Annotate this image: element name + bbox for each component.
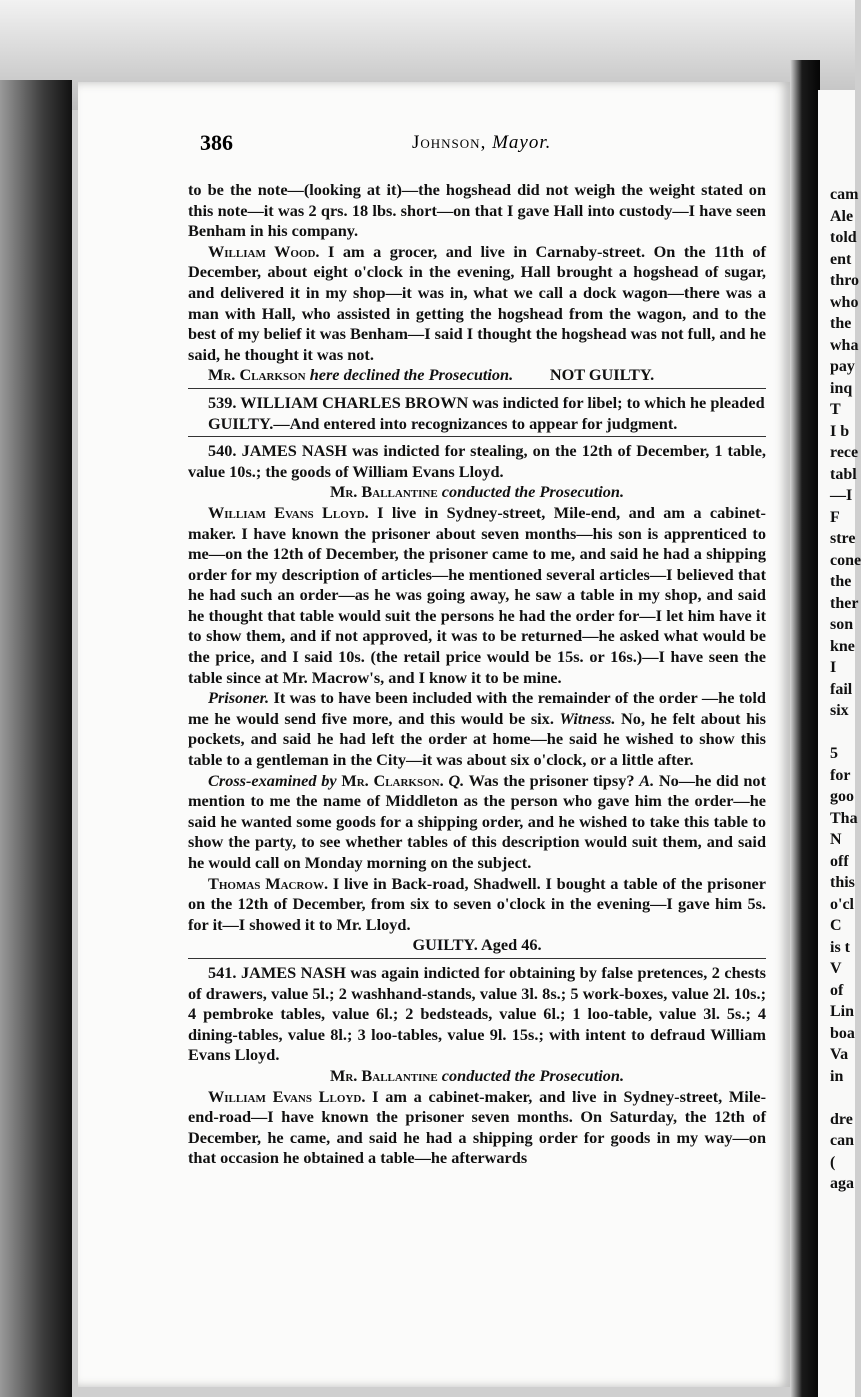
testimony-lloyd-2 <box>188 1087 766 1169</box>
witness-label: Witness. <box>559 708 616 728</box>
speaker-name: Thomas Macrow. <box>208 873 329 893</box>
question-marker: Q. <box>448 770 465 790</box>
title-office: Mayor. <box>492 132 552 153</box>
case-540-counsel <box>188 482 766 503</box>
facing-page-fragment: of <box>830 981 844 999</box>
testimony-text: It was to have been included with the remainder of the order —he told me he would send five more, and this would be six. <box>188 688 766 728</box>
declined-text: here declined the Prosecution. <box>309 365 514 385</box>
facing-page-fragment: wha <box>830 336 859 354</box>
section-divider <box>188 388 766 389</box>
case-539-plea: GUILTY.—And entered into recognizances to appear for judgment. <box>208 413 678 433</box>
counsel-name: Mr. Clarkson. <box>341 770 444 790</box>
facing-page-fragment: inq <box>830 379 853 397</box>
facing-page-fragment: stre <box>830 530 856 547</box>
facing-page-fragment: who <box>830 293 859 311</box>
case-539-heading: 539. WILLIAM CHARLES BROWN was indicted for libel; to which he pleaded <box>208 392 765 412</box>
question-text: Was the prisoner tipsy? <box>468 770 635 790</box>
speaker-name: William Evans Lloyd. <box>208 502 369 522</box>
facing-page-fragment: the <box>830 315 852 332</box>
case-541-text: 541. JAMES NASH was again indicted for obtaining by false pretences, 2 chests of drawers, value 5l.; 2 washhand-stands, value 3l. 8s.; 5 work-boxes, value 2l. 10s.; 4 pembroke tables, value 6l.; 2 bedsteads, value 6l.; 1 loo-table, value 3l. 5s.; 4 dining-tables, value 8l.; 3 loo-tables, value 9l. 15s.; with intent to defraud William Evans Lloyd. <box>188 962 766 1065</box>
facing-page-fragment: goo <box>830 788 854 805</box>
testimony-lloyd <box>188 503 766 688</box>
facing-page-fragment: thro <box>830 272 860 289</box>
facing-page-fragment: F <box>830 508 840 526</box>
title-name: Johnson, <box>412 132 487 153</box>
facing-page-fragment: aga <box>830 1175 854 1192</box>
facing-page-fragment: T <box>830 401 841 418</box>
facing-page-fragment: —I <box>830 487 853 504</box>
running-head <box>200 130 760 164</box>
verdict: NOT GUILTY. <box>549 365 655 385</box>
facing-page-fragment: off <box>830 852 849 870</box>
testimony-text: I live in Sydney-street, Mile-end, and am a cabinet-maker. I have known the prisoner about seven months—his son is apprenticed to me—on the 12th of December, the prisoner came to me, and said he had a shipping order for my description of articles—he mentioned several articles—I believed that he had such an order—as he was going away, he saw a table in my shop, and said he thought that table would suit the persons he had the order for—I let him have it to show them, and if not approved, it was to be returned—he asked what would be the price, and I said 10s. (the retail price would be 15s. or 16s.)—I have seen the table since at Mr. Macrow's, and I know it to be mine. <box>188 502 766 687</box>
answer-marker: A. <box>639 770 655 790</box>
facing-page-fragment: ent <box>830 250 852 268</box>
testimony-text: I am a cabinet-maker, and live in Sydney-street, Mile-end-road—I have known the prisoner seven months. On Saturday, the 12th of December, he came, and said he had a shipping order for goods in my way—on that occasion he obtained a table—he afterwards <box>188 1086 766 1168</box>
facing-page-fragment: 5 <box>830 745 838 762</box>
speaker-name: William Evans Lloyd. <box>208 1086 366 1106</box>
facing-page-fragment: dre <box>830 1110 853 1128</box>
book-binding-left <box>0 80 72 1397</box>
counsel-name: Mr. Ballantine <box>329 1065 438 1085</box>
facing-page-fragment: I b <box>830 422 850 440</box>
page-body <box>188 180 766 1169</box>
facing-page-fragment: this <box>830 874 855 891</box>
facing-page-fragment: fail <box>830 680 853 698</box>
case-541-counsel <box>188 1066 766 1087</box>
facing-page-fragment: V <box>830 960 842 977</box>
section-divider <box>188 436 766 437</box>
facing-page-fragment: cone <box>830 551 861 569</box>
case-541-heading <box>188 963 766 1066</box>
prosecution-declined <box>188 365 766 386</box>
speaker-name: Prisoner. <box>208 688 270 708</box>
paragraph-note: to be the note—(looking at it)—the hogshead did not weigh the weight stated on this note—it was 2 qrs. 18 lbs. short—on that I gave Hall into custody—I have seen Benham in his company. <box>188 180 766 241</box>
facing-page-fragment: I <box>830 659 837 676</box>
testimony-text: I am a grocer, and live in Carnaby-street. On the 11th of December, about eight o'clock in the evening, Hall brought a hogshead of sugar, and delivered it in my shop—it was in, what we call a dock wagon—there was a man with Hall, who assisted in getting the hogshead from the wagon, and to the best of my belief it was Benham—I said I thought the hogshead was not full, and he said, he thought it was not. <box>188 241 766 364</box>
facing-page-fragment: in <box>830 1067 844 1085</box>
facing-page-fragment: rece <box>830 444 859 461</box>
testimony-text: No, he felt about his pockets, and said he had left the order at home—he said he wished to show this table to a gentleman in the City—it was about six o'clock, or a little after. <box>188 708 766 770</box>
facing-page-fragment: the <box>830 573 852 590</box>
facing-page-fragment: tabl <box>830 465 857 483</box>
section-divider <box>188 958 766 959</box>
facing-page-fragment: son <box>830 616 854 633</box>
facing-page-edge <box>818 90 861 1397</box>
case-540-heading: 540. JAMES NASH was indicted for stealing, on the 12th of December, 1 table, value 10s.; the goods of William Evans Lloyd. <box>188 441 766 481</box>
page-title <box>412 132 551 154</box>
facing-page-fragment: Ale <box>830 207 854 225</box>
counsel-name: Mr. Ballantine <box>329 482 438 502</box>
facing-page-fragment: Va <box>830 1046 849 1063</box>
facing-page-fragment: Lin <box>830 1003 855 1020</box>
book-spine <box>790 60 820 1397</box>
facing-page-fragment: C <box>830 917 842 934</box>
counsel-text: conducted the Prosecution. <box>441 482 625 502</box>
answer-text: No—he did not mention to me the name of Middleton as the person who gave him the order—he said he wanted some goods for a shipping order, and he wished to take this table to show the party, to see whether tables of this description would suit them, and said he would call on Monday morning on the subject. <box>188 770 766 872</box>
verdict: GUILTY. Aged 46. <box>412 935 542 955</box>
facing-page-fragment: pay <box>830 358 855 375</box>
testimony-prisoner <box>188 688 766 770</box>
testimony-william-wood <box>188 242 766 366</box>
testimony-text: I live in Back-road, Shadwell. I bought a table of the prisoner on the 12th of December, from six to seven o'clock in the evening—I gave him 5s. for it—I showed it to Mr. Lloyd. <box>188 873 766 934</box>
facing-page-fragment: o'cl <box>830 895 854 913</box>
page-number: 386 <box>200 130 233 155</box>
speaker-name: William Wood. <box>208 241 320 261</box>
testimony-macrow <box>188 874 766 936</box>
facing-page-fragment: for <box>830 766 851 784</box>
cross-examined-label: Cross-examined by <box>208 770 337 790</box>
counsel-name: Mr. Clarkson <box>208 365 306 385</box>
facing-page-fragment: ( <box>830 1153 836 1171</box>
facing-page-fragment: ther <box>830 594 859 612</box>
facing-page-fragment: is t <box>830 938 850 956</box>
facing-page-fragment: told <box>830 229 857 246</box>
cross-examination <box>188 771 766 874</box>
counsel-text: conducted the Prosecution. <box>441 1065 625 1085</box>
facing-page-fragment: N <box>830 831 842 848</box>
facing-page-fragment: Tha <box>830 809 858 827</box>
facing-page-fragment: cam <box>830 186 859 203</box>
facing-page-fragment: can <box>830 1132 854 1149</box>
facing-page-fragment: kne <box>830 637 855 655</box>
facing-page-fragment: boa <box>830 1024 855 1042</box>
facing-page-fragment: six <box>830 702 849 719</box>
